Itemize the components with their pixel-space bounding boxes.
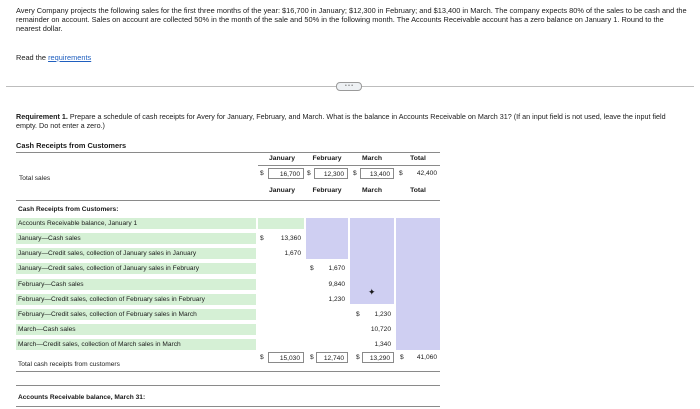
row-jan-credit-feb[interactable]: January—Credit sales, collection of January sales in February bbox=[16, 263, 256, 274]
total-sales-label: Total sales bbox=[19, 175, 51, 182]
row-feb-credit-mar[interactable]: February—Credit sales, collection of February sales in March bbox=[16, 309, 256, 320]
feb-cash-input[interactable]: 9,840 bbox=[328, 281, 345, 288]
total-cash-january[interactable]: 15,030 bbox=[268, 352, 304, 363]
feb-blocked-area bbox=[306, 218, 348, 259]
total-sales-dollar-feb: $ bbox=[307, 170, 311, 177]
total-sales-dollar-total: $ bbox=[399, 170, 403, 177]
expand-handle[interactable]: • • • bbox=[336, 82, 362, 91]
row-total-cash: Total cash receipts from customers bbox=[18, 361, 120, 368]
mar-credit-mar-input[interactable]: 1,340 bbox=[374, 341, 391, 348]
header-underline bbox=[258, 165, 440, 166]
total-cash-march[interactable]: 13,290 bbox=[362, 352, 394, 363]
section-title: Cash Receipts from Customers bbox=[16, 141, 127, 150]
requirement-label: Requirement 1. bbox=[16, 112, 68, 121]
row-jan-cash[interactable]: January—Cash sales bbox=[16, 233, 256, 244]
cash-receipts-heading: Cash Receipts from Customers: bbox=[18, 206, 119, 213]
read-requirements bbox=[16, 53, 91, 62]
total-mar-dollar: $ bbox=[356, 354, 360, 361]
total-sales-march: 13,400 bbox=[360, 168, 394, 179]
row-feb-credit-feb[interactable]: February—Credit sales, collection of February sales in February bbox=[16, 294, 256, 305]
feb-jan-credit-dollar: $ bbox=[310, 265, 314, 272]
row-mar-credit-mar[interactable]: March—Credit sales, collection of March sales in March bbox=[16, 339, 256, 350]
table-bottom-rule bbox=[16, 385, 440, 386]
total-cash-february[interactable]: 12,740 bbox=[316, 352, 348, 363]
mouse-cursor-icon: ✦ bbox=[368, 287, 376, 297]
total-blocked-area bbox=[396, 218, 440, 350]
table-total-rule bbox=[16, 371, 440, 372]
header-february: February bbox=[312, 155, 342, 162]
problem-statement: Avery Company projects the following sales for the first three months of the year: $16,700 in January; $12,300 in February; and $13,400 in March. The company expects 80% of the sales to be cash and the remainder on account. Sales on account are collected 50% in the month of the sale and 50% in the following month. The Accounts Receivable account has a zero balance on January 1. Round to the nearest dollar. bbox=[16, 6, 687, 33]
header-march: March bbox=[361, 155, 383, 162]
total-cash-all[interactable]: 41,060 bbox=[416, 354, 437, 361]
jan-credit-jan-input[interactable]: 1,670 bbox=[284, 250, 301, 257]
header-january: January bbox=[268, 155, 296, 162]
mar-cash-input[interactable]: 10,720 bbox=[370, 326, 391, 333]
feb-credit-feb-input[interactable]: 1,230 bbox=[328, 296, 345, 303]
mar-feb-credit-input[interactable]: 1,230 bbox=[374, 311, 391, 318]
requirements-link[interactable]: requirements bbox=[48, 53, 92, 62]
requirement-body: Prepare a schedule of cash receipts for Avery for January, February, and March. What is the balance in Accounts Receivable on March 31? (If an input field is not used, leave the input field empty. Do not enter a zero.) bbox=[16, 112, 666, 130]
feb-jan-credit-input[interactable]: 1,670 bbox=[328, 265, 345, 272]
requirement-text bbox=[16, 112, 688, 130]
read-prefix: Read the bbox=[16, 53, 49, 62]
total-all-dollar: $ bbox=[400, 354, 404, 361]
mar-feb-credit-dollar: $ bbox=[356, 311, 360, 318]
ar-ending-label: Accounts Receivable balance, March 31: bbox=[18, 394, 146, 401]
total-sales-dollar-jan: $ bbox=[260, 170, 264, 177]
total-sales-dollar-mar: $ bbox=[353, 170, 357, 177]
header-march-2: March bbox=[361, 187, 383, 194]
jan-ar-begin-input[interactable] bbox=[258, 218, 304, 229]
total-sales-february: 12,300 bbox=[314, 168, 348, 179]
total-jan-dollar: $ bbox=[260, 354, 264, 361]
table-mid-rule bbox=[16, 200, 440, 201]
total-sales-total: 42,400 bbox=[416, 170, 437, 177]
header-total: Total bbox=[410, 155, 426, 162]
total-feb-dollar: $ bbox=[310, 354, 314, 361]
jan-cash-input[interactable]: 13,360 bbox=[280, 235, 301, 242]
row-mar-cash[interactable]: March—Cash sales bbox=[16, 324, 256, 335]
header-february-2: February bbox=[312, 187, 342, 194]
table-top-rule bbox=[16, 152, 440, 153]
header-total-2: Total bbox=[410, 187, 426, 194]
row-feb-cash[interactable]: February—Cash sales bbox=[16, 279, 256, 290]
total-sales-january: 16,700 bbox=[268, 168, 304, 179]
row-ar-beginning[interactable]: Accounts Receivable balance, January 1 bbox=[16, 218, 256, 229]
row-jan-credit-jan[interactable]: January—Credit sales, collection of January sales in January bbox=[16, 248, 256, 259]
header-january-2: January bbox=[268, 187, 296, 194]
ar-ending-rule bbox=[16, 406, 440, 407]
jan-cash-dollar: $ bbox=[260, 235, 264, 242]
